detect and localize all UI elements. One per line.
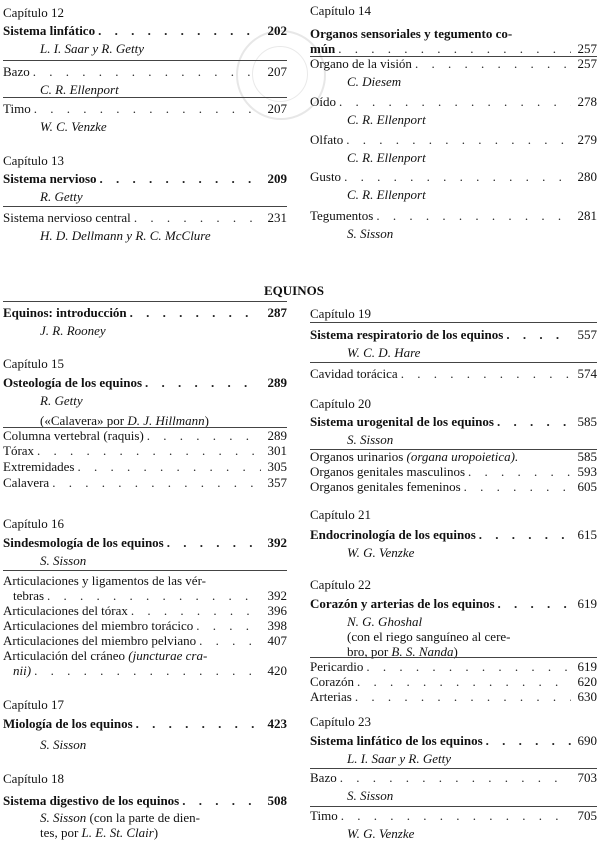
toc-entry[interactable]: Miología de los equinos . . . 423 [3,716,287,731]
toc-entry-line: Articulaciones y ligamentos de las vér- [3,573,206,588]
toc-entry[interactable]: Calavera . . . 357 [3,475,287,490]
toc-entry[interactable]: Organos genitales masculinos . . . 593 [310,464,597,479]
author-note: bro, por B. S. Nanda) [347,644,458,659]
author-note: (con el riego sanguíneo al cere- [347,629,511,644]
toc-entry[interactable]: Bazo . . . 703 [310,770,597,785]
author: W. C. D. Hare [347,345,421,360]
author: S. Sisson [40,737,87,752]
divider [3,570,287,571]
divider [310,322,597,323]
toc-entry[interactable]: Olfato . . . 279 [310,132,597,147]
author: C. R. Ellenport [347,112,426,127]
toc-entry[interactable]: Organo de la visión . . . 257 [310,56,597,71]
author: S. Sisson [347,226,394,241]
author: J. R. Rooney [40,323,106,338]
toc-entry-line: Articulación del cráneo (juncturae cra- [3,648,208,663]
divider [310,806,597,807]
chapter-label: Capítulo 14 [310,3,372,18]
chapter-label: Capítulo 23 [310,714,372,729]
toc-entry[interactable]: Cavidad torácica . . . 574 [310,366,597,381]
toc-entry[interactable]: Osteología de los equinos . . . 289 [3,375,287,390]
author: S. Sisson [347,788,394,803]
author: R. Getty [40,393,83,408]
toc-entry[interactable]: nii) . . . 420 [3,663,287,678]
toc-entry[interactable]: Sistema respiratorio de los equinos . . . 557 [310,327,597,342]
author: W. G. Venzke [347,826,415,841]
toc-entry[interactable]: Corazón y arterias de los equinos . . . 619 [310,596,597,611]
toc-entry[interactable]: Timo . . . 207 [3,101,287,116]
author: S. Sisson [347,432,394,447]
toc-entry[interactable]: Articulaciones del miembro torácico . . . 398 [3,618,287,633]
toc-entry-line: Organos sensoriales y tegumento co- [310,26,513,41]
toc-entry[interactable]: Corazón . . . 620 [310,674,597,689]
author-note: («Calavera» por D. J. Hillmann) [40,413,209,428]
toc-entry[interactable]: Sistema linfático de los equinos . . . 690 [310,733,597,748]
divider [310,657,597,658]
toc-entry[interactable]: Sistema digestivo de los equinos . . . 508 [3,793,287,808]
toc-entry[interactable]: Arterias . . . 630 [310,689,597,704]
toc-entry[interactable]: tebras . . . 392 [3,588,287,603]
author: C. R. Ellenport [347,150,426,165]
toc-entry[interactable]: Organos urinarios (organa uropoietica). 585 [310,449,597,464]
chapter-label: Capítulo 17 [3,697,65,712]
author: C. R. Ellenport [40,82,119,97]
toc-entry[interactable]: Organos genitales femeninos . . . 605 [310,479,597,494]
author: C. Diesem [347,74,402,89]
toc-entry[interactable]: Timo . . . 705 [310,808,597,823]
author-note: S. Sisson (con la parte de dien- [40,810,200,825]
toc-entry[interactable]: Sistema nervioso central . . . 231 [3,210,287,225]
author: R. Getty [40,189,83,204]
chapter-label: Capítulo 16 [3,516,65,531]
toc-entry[interactable]: mún . . . 257 [310,41,597,56]
author: W. C. Venzke [40,119,107,134]
toc-entry[interactable]: Sistema linfático . . . 202 [3,23,287,38]
author: N. G. Ghoshal [347,614,423,629]
toc-entry[interactable]: Sindesmología de los equinos . . . 392 [3,535,287,550]
toc-entry[interactable]: Articulaciones del tórax . . . 396 [3,603,287,618]
chapter-label: Capítulo 21 [310,507,372,522]
toc-entry[interactable]: Endocrinología de los equinos . . . 615 [310,527,597,542]
chapter-label: Capítulo 20 [310,396,372,411]
chapter-label: Capítulo 15 [3,356,65,371]
toc-entry[interactable]: Gusto . . . 280 [310,169,597,184]
toc-entry[interactable]: Columna vertebral (raquis) . . . 289 [3,428,287,443]
toc-entry[interactable]: Sistema nervioso . . . 209 [3,171,287,186]
toc-entry[interactable]: Tegumentos . . . 281 [310,208,597,223]
author: S. Sisson [40,553,87,568]
divider [310,362,597,363]
author: L. I. Saar y R. Getty [40,41,144,56]
divider [3,301,287,302]
divider [3,60,287,61]
divider [3,97,287,98]
toc-entry[interactable]: Sistema urogenital de los equinos . . . 585 [310,414,597,429]
divider [3,206,287,207]
author: L. I. Saar y R. Getty [347,751,451,766]
toc-entry[interactable]: Pericardio . . . 619 [310,659,597,674]
section-heading: EQUINOS [264,283,324,298]
divider [310,768,597,769]
chapter-label: Capítulo 22 [310,577,372,592]
author-note: tes, por L. E. St. Clair) [40,825,159,840]
chapter-label: Capítulo 18 [3,771,65,786]
toc-entry[interactable]: Articulaciones del miembro pelviano . . . 407 [3,633,287,648]
chapter-label: Capítulo 13 [3,153,65,168]
author: W. G. Venzke [347,545,415,560]
toc-entry[interactable]: Oído . . . 278 [310,94,597,109]
chapter-label: Capítulo 19 [310,306,372,321]
toc-entry[interactable]: Equinos: introducción . . . 287 [3,305,287,320]
toc-entry[interactable]: Tórax . . . 301 [3,443,287,458]
toc-entry[interactable]: Extremidades . . . 305 [3,459,287,474]
chapter-label: Capítulo 12 [3,5,65,20]
author: C. R. Ellenport [347,187,426,202]
author: H. D. Dellmann y R. C. McClure [40,228,211,243]
toc-entry[interactable]: Bazo . . . 207 [3,64,287,79]
